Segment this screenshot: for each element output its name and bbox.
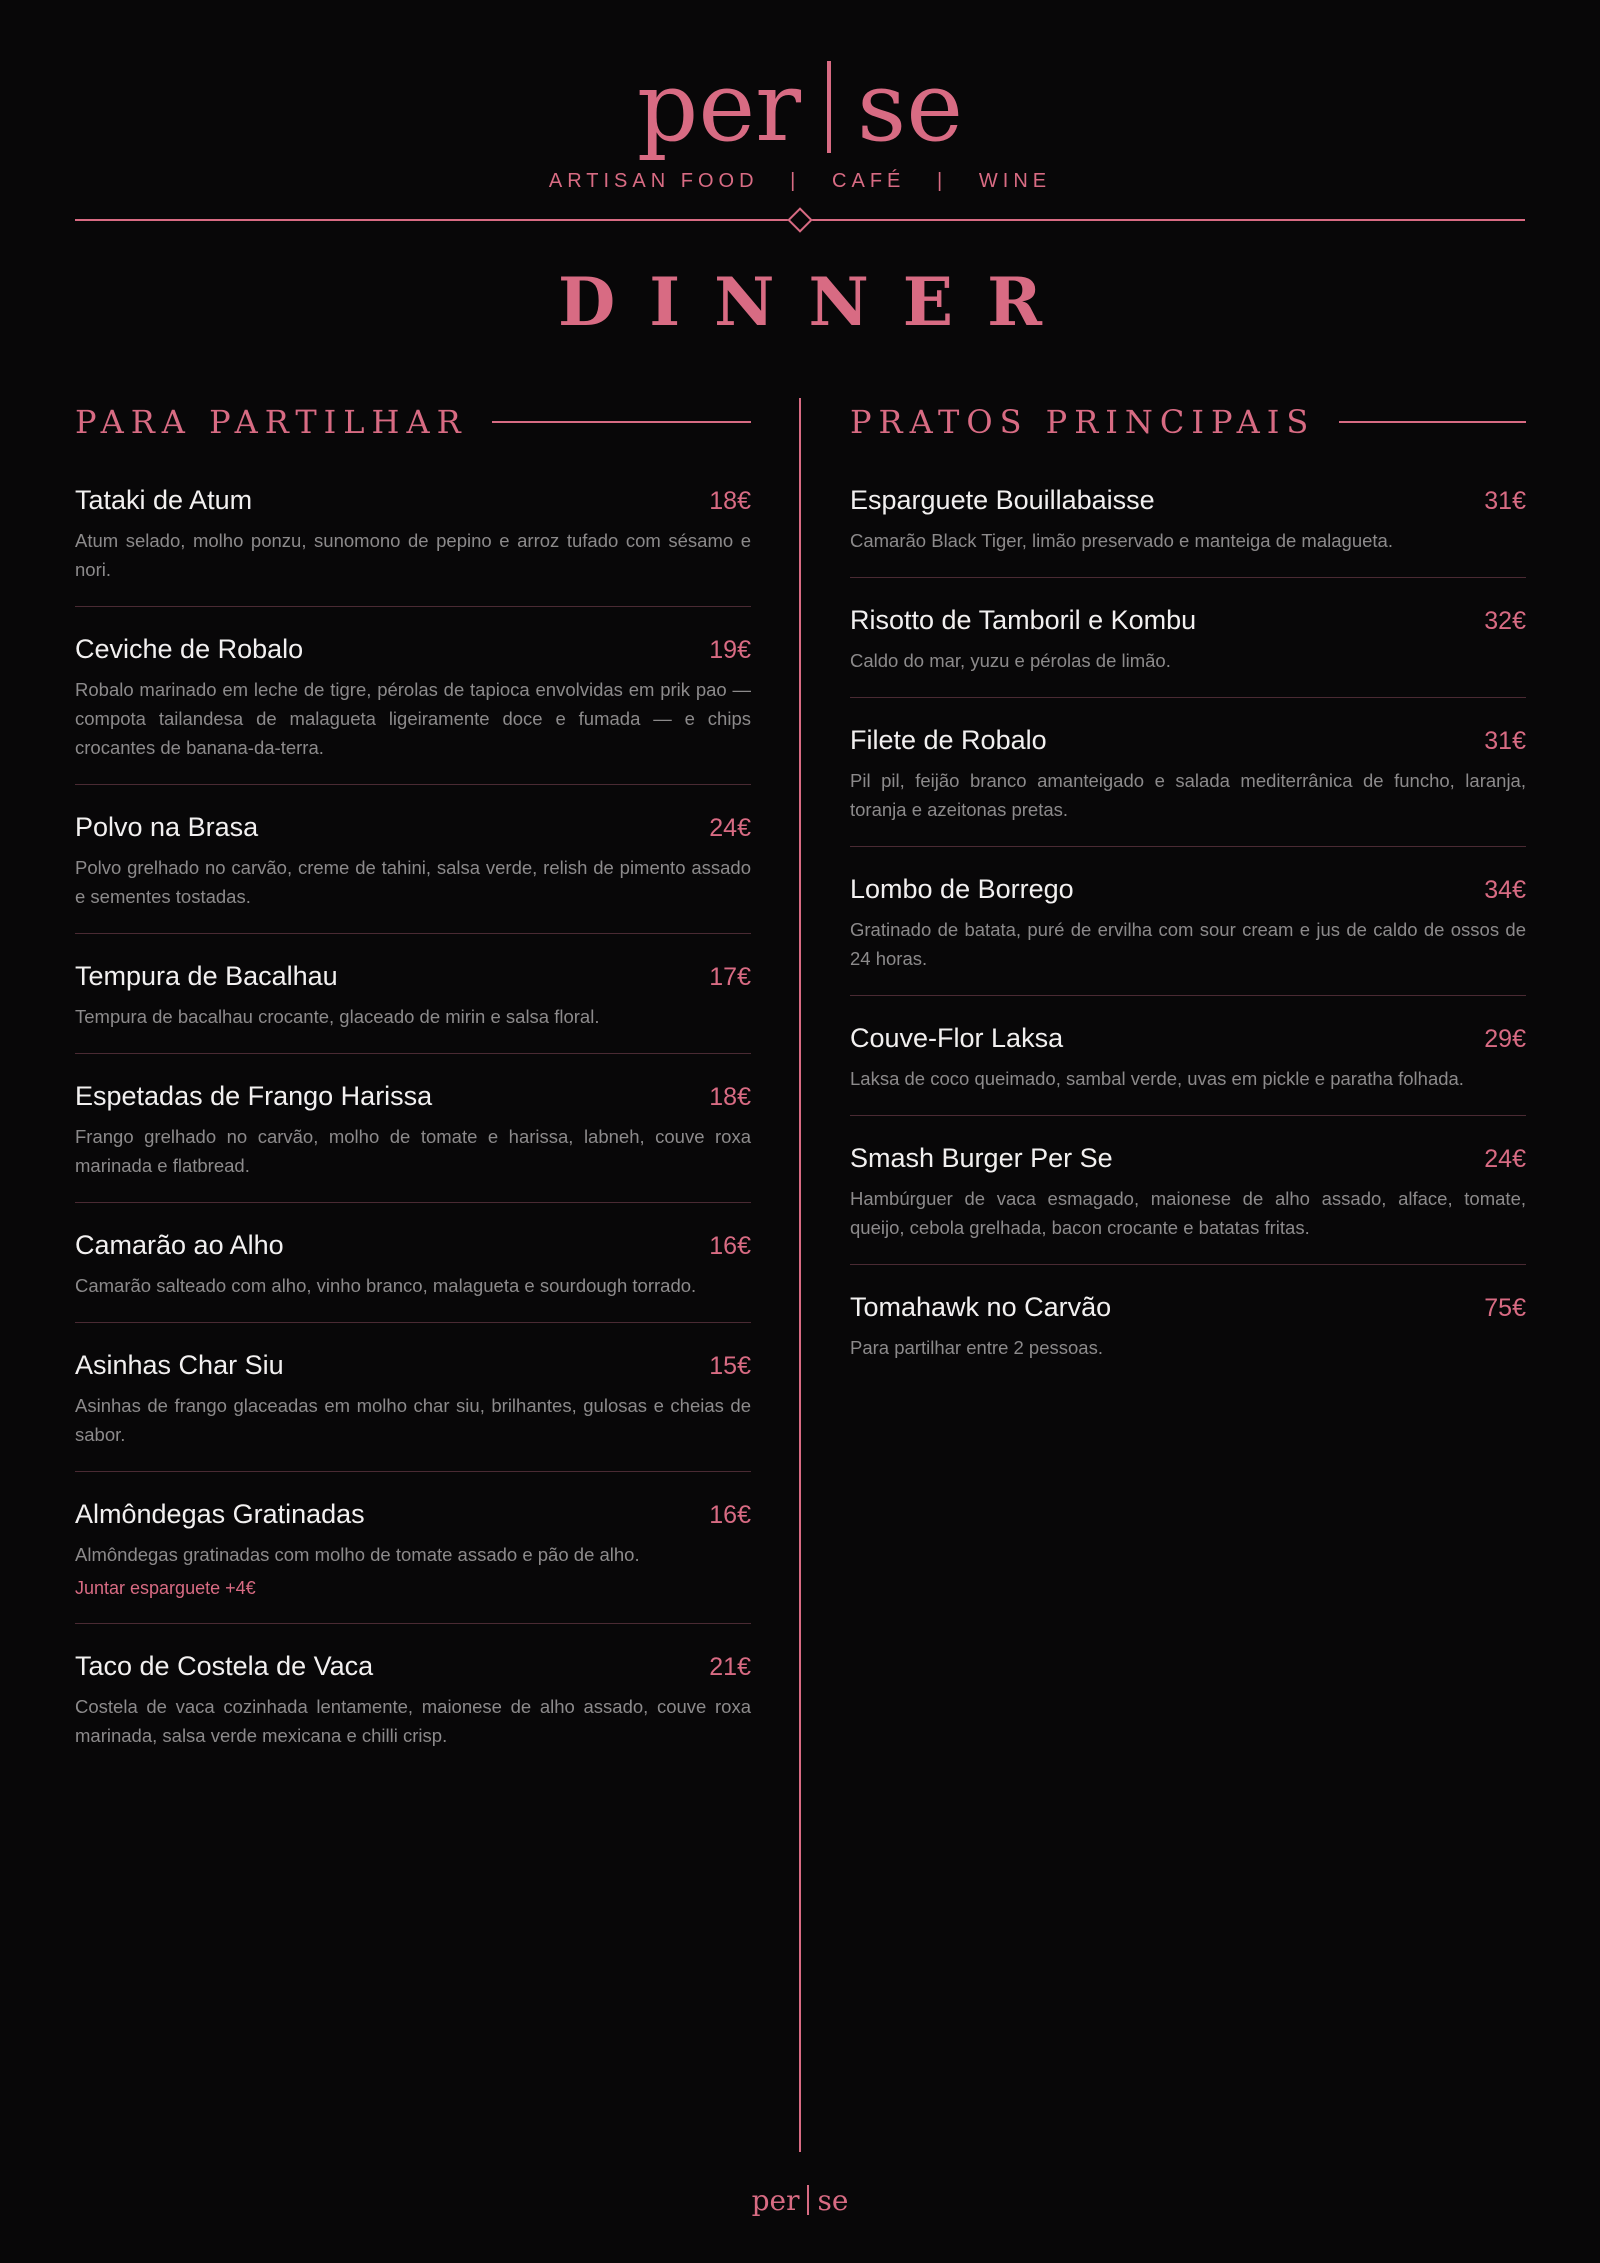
- logo-text-per: per: [636, 51, 802, 163]
- section-header: [75, 400, 751, 444]
- item-price: 32€: [1484, 607, 1526, 635]
- section-title: PARA PARTILHAR: [75, 403, 468, 441]
- column-divider: [799, 398, 801, 2152]
- menu-item: [75, 631, 751, 785]
- item-description: Asinhas de frango glaceadas em molho char siu, brilhantes, gulosas e cheias de sabor.: [75, 1395, 751, 1445]
- menu-item: [75, 1347, 751, 1472]
- item-price: 19€: [709, 636, 751, 664]
- item-description: Gratinado de batata, puré de ervilha com sour cream e jus de caldo de ossos de 24 horas.: [850, 919, 1526, 969]
- item-price: 21€: [709, 1653, 751, 1681]
- item-name: Tempura de Bacalhau: [75, 961, 338, 991]
- footer-logo-per: per: [751, 2183, 800, 2217]
- section-pratos-principais: [850, 400, 1526, 1408]
- item-description: Robalo marinado em leche de tigre, pérolas de tapioca envolvidas em prik pao — compota tailandesa de malagueta ligeiramente doce e fumada — e chips crocantes de banana-da-terra.: [75, 679, 751, 758]
- section-header: [850, 400, 1526, 444]
- item-price: 16€: [709, 1501, 751, 1529]
- item-price: 34€: [1484, 876, 1526, 904]
- item-price: 29€: [1484, 1025, 1526, 1053]
- footer-logo: [0, 2180, 1600, 2220]
- item-price: 15€: [709, 1352, 751, 1380]
- menu-item: [850, 722, 1526, 847]
- item-name: Polvo na Brasa: [75, 812, 259, 842]
- brand-tagline: ARTISAN FOOD | CAFÉ | WINE: [548, 170, 1052, 192]
- item-name: Camarão ao Alho: [75, 1230, 284, 1260]
- section-title: PRATOS PRINCIPAIS: [850, 403, 1316, 441]
- item-description: Costela de vaca cozinhada lentamente, maionese de alho assado, couve roxa marinada, salsa verde mexicana e chilli crisp.: [75, 1696, 751, 1746]
- item-name: Smash Burger Per Se: [850, 1143, 1113, 1173]
- item-description: Polvo grelhado no carvão, creme de tahini, salsa verde, relish de pimento assado e sementes tostadas.: [75, 857, 751, 907]
- menu-item: [850, 602, 1526, 698]
- item-description: Camarão Black Tiger, limão preservado e manteiga de malagueta.: [850, 530, 1393, 551]
- menu-item: [850, 1020, 1526, 1116]
- logo-divider-bar: [827, 61, 831, 153]
- item-description: Atum selado, molho ponzu, sunomono de pepino e arroz tufado com sésamo e nori.: [75, 530, 751, 580]
- item-description: Almôndegas gratinadas com molho de tomate assado e pão de alho.: [75, 1544, 640, 1565]
- item-addon-note: Juntar esparguete +4€: [75, 1578, 256, 1598]
- item-name: Taco de Costela de Vaca: [75, 1651, 374, 1681]
- item-price: 17€: [709, 963, 751, 991]
- menu-item: [850, 871, 1526, 996]
- menu-item: [75, 1496, 751, 1624]
- item-price: 18€: [709, 487, 751, 515]
- diamond-ornament-icon: [787, 207, 812, 232]
- item-price: 75€: [1484, 1294, 1526, 1322]
- item-price: 31€: [1484, 487, 1526, 515]
- item-price: 16€: [709, 1232, 751, 1260]
- item-price: 31€: [1484, 727, 1526, 755]
- item-name: Espetadas de Frango Harissa: [75, 1081, 433, 1111]
- item-name: Risotto de Tamboril e Kombu: [850, 605, 1197, 635]
- item-name: Ceviche de Robalo: [75, 634, 304, 664]
- item-name: Couve-Flor Laksa: [850, 1023, 1064, 1053]
- item-description: Pil pil, feijão branco amanteigado e salada mediterrânica de funcho, laranja, toranja e azeitonas pretas.: [850, 770, 1526, 820]
- item-price: 18€: [709, 1083, 751, 1111]
- section-title-rule: [492, 421, 751, 423]
- menu-item: [850, 1289, 1526, 1384]
- menu-item: [75, 809, 751, 934]
- item-price: 24€: [1484, 1145, 1526, 1173]
- item-name: Lombo de Borrego: [850, 874, 1074, 904]
- menu-item: [850, 482, 1526, 578]
- item-name: Tomahawk no Carvão: [850, 1292, 1112, 1322]
- item-description: Tempura de bacalhau crocante, glaceado de mirin e salsa floral.: [75, 1006, 600, 1027]
- menu-item: [75, 1648, 751, 1772]
- section-para-partilhar: [75, 400, 751, 1796]
- menu-title: DINNER: [558, 263, 1076, 341]
- item-price: 24€: [709, 814, 751, 842]
- item-description: Para partilhar entre 2 pessoas.: [850, 1337, 1103, 1358]
- item-name: Esparguete Bouillabaisse: [850, 485, 1155, 515]
- item-description: Hambúrguer de vaca esmagado, maionese de alho assado, alface, tomate, queijo, cebola grelhada, bacon crocante e batatas fritas.: [850, 1188, 1526, 1238]
- logo-text-se: se: [857, 51, 964, 163]
- item-name: Tataki de Atum: [75, 485, 253, 515]
- item-name: Asinhas Char Siu: [75, 1350, 284, 1380]
- menu-item: [850, 1140, 1526, 1265]
- item-description: Camarão salteado com alho, vinho branco, malagueta e sourdough torrado.: [75, 1275, 697, 1296]
- footer-logo-divider-bar: [807, 2185, 809, 2215]
- menu-item: [75, 1078, 751, 1203]
- menu-item: [75, 482, 751, 607]
- item-description: Laksa de coco queimado, sambal verde, uvas em pickle e paratha folhada.: [850, 1068, 1464, 1089]
- item-description: Caldo do mar, yuzu e pérolas de limão.: [850, 650, 1171, 671]
- item-name: Filete de Robalo: [850, 725, 1047, 755]
- item-name: Almôndegas Gratinadas: [75, 1499, 365, 1529]
- menu-item: [75, 1227, 751, 1323]
- brand-logo: [0, 52, 1600, 162]
- footer-logo-se: se: [817, 2183, 849, 2217]
- section-title-rule: [1339, 421, 1526, 423]
- menu-item: [75, 958, 751, 1054]
- item-description: Frango grelhado no carvão, molho de tomate e harissa, labneh, couve roxa marinada e flatbread.: [75, 1126, 751, 1176]
